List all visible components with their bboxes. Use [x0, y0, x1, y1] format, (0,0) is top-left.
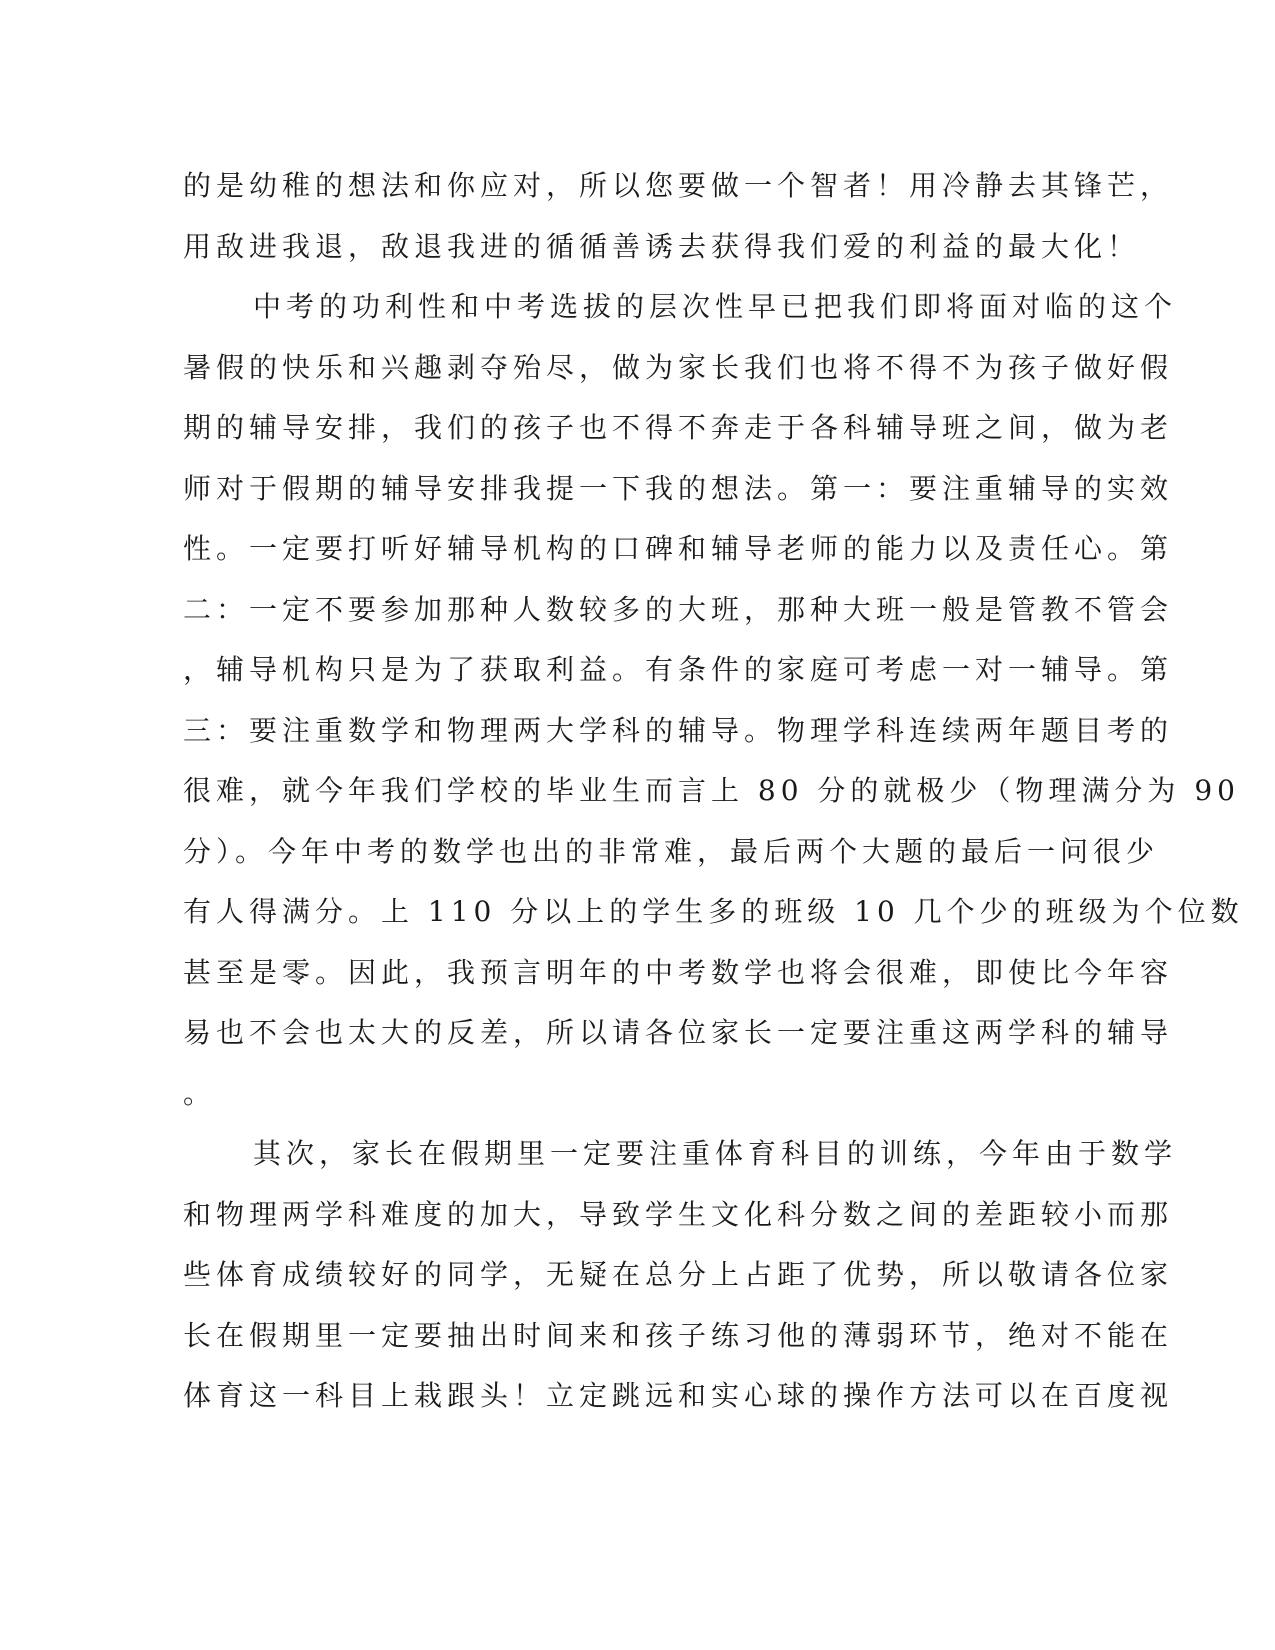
text-line: 易也不会也太大的反差，所以请各位家长一定要注重这两学科的辅导 [183, 1016, 1174, 1049]
text-line: 二：一定不要参加那种人数较多的大班，那种大班一般是管教不管会 [183, 592, 1174, 626]
text-line: 性。一定要打听好辅导机构的口碑和辅导老师的能力以及责任心。第 [183, 532, 1174, 565]
paragraph-start-line: 其次，家长在假期里一定要注重体育科目的训练，今年由于数学 [253, 1137, 1178, 1170]
text-line: 。 [183, 1076, 217, 1110]
text-line: 长在假期里一定要抽出时间来和孩子练习他的薄弱环节，绝对不能在 [183, 1318, 1174, 1352]
text-line: 甚至是零。因此，我预言明年的中考数学也将会很难，即使比今年容 [183, 955, 1174, 989]
text-line: ，辅导机构只是为了获取利益。有条件的家庭可考虑一对一辅导。第 [183, 653, 1174, 686]
text-line: 期的辅导安排，我们的孩子也不得不奔走于各科辅导班之间，做为老 [183, 411, 1174, 444]
text-line: 暑假的快乐和兴趣剥夺殆尽，做为家长我们也将不得不为孩子做好假 [183, 350, 1174, 384]
paragraph-start-line: 中考的功利性和中考选拔的层次性早已把我们即将面对临的这个 [253, 290, 1178, 323]
text-line: 很难，就今年我们学校的毕业生而言上 80 分的就极少（物理满分为 90 [183, 774, 1240, 807]
text-line: 和物理两学科难度的加大，导致学生文化科分数之间的差距较小而那 [183, 1197, 1174, 1231]
text-line: 用敌进我退，敌退我进的循循善诱去获得我们爱的利益的最大化！ [183, 229, 1141, 263]
text-line: 三：要注重数学和物理两大学科的辅导。物理学科连续两年题目考的 [183, 713, 1174, 747]
text-line: 的是幼稚的想法和你应对，所以您要做一个智者！用冷静去其锋芒， [183, 169, 1174, 202]
document-body [183, 156, 1244, 1427]
text-line: 体育这一科目上栽跟头！立定跳远和实心球的操作方法可以在百度视 [183, 1379, 1174, 1412]
text-line: 分）。今年中考的数学也出的非常难，最后两个大题的最后一问很少 [183, 834, 1160, 868]
text-line: 有人得满分。上 110 分以上的学生多的班级 10 几个少的班级为个位数 [183, 895, 1244, 928]
text-line: 些体育成绩较好的同学，无疑在总分上占距了优势，所以敬请各位家 [183, 1258, 1174, 1291]
text-line: 师对于假期的辅导安排我提一下我的想法。第一：要注重辅导的实效 [183, 471, 1174, 505]
